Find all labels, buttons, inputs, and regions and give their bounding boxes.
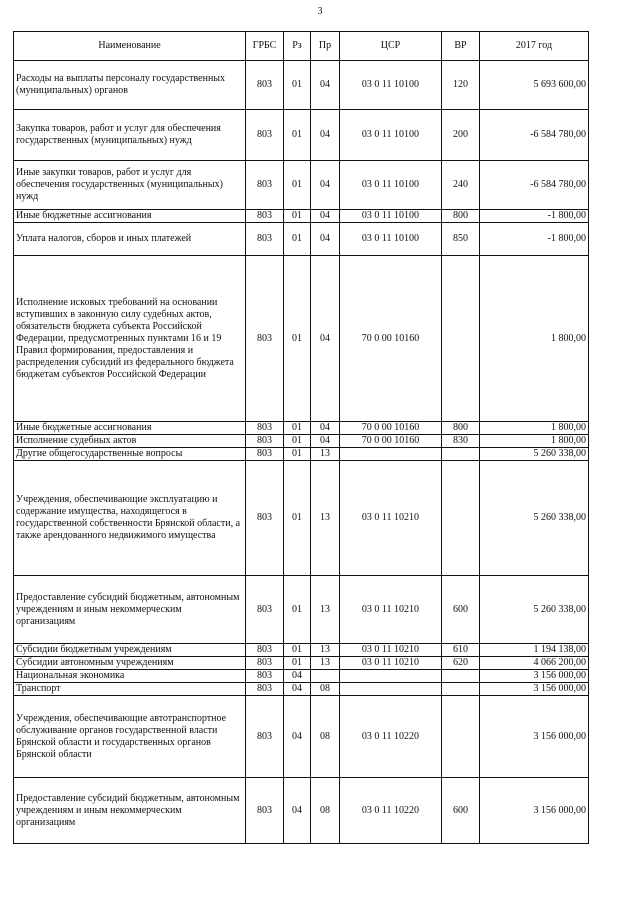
row-grbs: 803 — [246, 256, 284, 422]
row-csr: 03 0 11 10210 — [340, 461, 442, 576]
header-name: Наименование — [14, 32, 246, 61]
row-rz: 01 — [284, 110, 311, 161]
row-csr: 70 0 00 10160 — [340, 256, 442, 422]
row-vr: 240 — [442, 161, 480, 210]
row-amount: 1 800,00 — [480, 435, 589, 448]
row-grbs: 803 — [246, 61, 284, 110]
table-row — [14, 110, 589, 161]
row-csr: 03 0 11 10210 — [340, 576, 442, 644]
table-row — [14, 778, 589, 844]
row-amount: 1 800,00 — [480, 256, 589, 422]
row-csr: 03 0 11 10100 — [340, 223, 442, 256]
row-name: Субсидии автономным учреждениям — [14, 657, 246, 670]
row-name: Транспорт — [14, 683, 246, 696]
row-vr: 850 — [442, 223, 480, 256]
row-csr: 70 0 00 10160 — [340, 422, 442, 435]
row-amount: -1 800,00 — [480, 210, 589, 223]
row-pr: 04 — [311, 223, 340, 256]
header-rz: Рз — [284, 32, 311, 61]
row-name: Субсидии бюджетным учреждениям — [14, 644, 246, 657]
row-vr: 600 — [442, 576, 480, 644]
row-name: Исполнение исковых требований на основании вступивших в законную силу судебных актов, обязательств бюджета субъекта Российской Федерации, предусмотренных пунктами 16 и 19 Правил формирования, предоставления и распределения субсидий из федерального бюджета бюджетам субъектов Российской Федерации — [14, 256, 246, 422]
row-rz: 01 — [284, 448, 311, 461]
row-pr: 04 — [311, 435, 340, 448]
table-row — [14, 576, 589, 644]
table-row — [14, 657, 589, 670]
row-amount: 1 194 138,00 — [480, 644, 589, 657]
table-row — [14, 422, 589, 435]
row-grbs: 803 — [246, 696, 284, 778]
table-row — [14, 435, 589, 448]
header-csr: ЦСР — [340, 32, 442, 61]
row-pr: 04 — [311, 422, 340, 435]
row-name: Расходы на выплаты персоналу государственных (муниципальных) органов — [14, 61, 246, 110]
row-grbs: 803 — [246, 422, 284, 435]
row-vr — [442, 670, 480, 683]
row-csr: 70 0 00 10160 — [340, 435, 442, 448]
row-grbs: 803 — [246, 110, 284, 161]
row-name: Предоставление субсидий бюджетным, автономным учреждениям и иным некоммерческим организациям — [14, 778, 246, 844]
row-grbs: 803 — [246, 670, 284, 683]
row-name: Иные бюджетные ассигнования — [14, 422, 246, 435]
budget-table — [13, 31, 589, 844]
table-row — [14, 696, 589, 778]
row-csr — [340, 683, 442, 696]
row-vr: 610 — [442, 644, 480, 657]
row-rz: 04 — [284, 696, 311, 778]
row-pr — [311, 670, 340, 683]
row-vr — [442, 683, 480, 696]
row-amount: 3 156 000,00 — [480, 696, 589, 778]
row-amount: -6 584 780,00 — [480, 161, 589, 210]
row-pr: 08 — [311, 696, 340, 778]
row-amount: -6 584 780,00 — [480, 110, 589, 161]
row-amount: 5 693 600,00 — [480, 61, 589, 110]
row-grbs: 803 — [246, 683, 284, 696]
row-grbs: 803 — [246, 644, 284, 657]
row-pr: 08 — [311, 683, 340, 696]
row-vr — [442, 256, 480, 422]
row-amount: 3 156 000,00 — [480, 670, 589, 683]
row-rz: 01 — [284, 435, 311, 448]
row-csr: 03 0 11 10100 — [340, 161, 442, 210]
row-csr: 03 0 11 10220 — [340, 696, 442, 778]
row-rz: 01 — [284, 223, 311, 256]
row-pr: 04 — [311, 110, 340, 161]
row-grbs: 803 — [246, 210, 284, 223]
row-grbs: 803 — [246, 161, 284, 210]
row-amount: 5 260 338,00 — [480, 576, 589, 644]
row-grbs: 803 — [246, 435, 284, 448]
row-name: Иные бюджетные ассигнования — [14, 210, 246, 223]
row-pr: 04 — [311, 210, 340, 223]
row-amount: 4 066 200,00 — [480, 657, 589, 670]
row-grbs: 803 — [246, 448, 284, 461]
row-amount: 1 800,00 — [480, 422, 589, 435]
header-pr: Пр — [311, 32, 340, 61]
row-pr: 13 — [311, 576, 340, 644]
header-vr: ВР — [442, 32, 480, 61]
table-row — [14, 683, 589, 696]
row-vr: 600 — [442, 778, 480, 844]
row-vr — [442, 448, 480, 461]
row-name: Закупка товаров, работ и услуг для обеспечения государственных (муниципальных) нужд — [14, 110, 246, 161]
row-rz: 01 — [284, 644, 311, 657]
table-row — [14, 670, 589, 683]
row-rz: 01 — [284, 61, 311, 110]
table-header-row — [14, 32, 589, 61]
row-pr: 04 — [311, 161, 340, 210]
row-csr: 03 0 11 10100 — [340, 110, 442, 161]
row-vr: 200 — [442, 110, 480, 161]
table-row — [14, 461, 589, 576]
row-rz: 04 — [284, 683, 311, 696]
row-rz: 01 — [284, 210, 311, 223]
row-grbs: 803 — [246, 461, 284, 576]
table-row — [14, 644, 589, 657]
row-amount: 3 156 000,00 — [480, 778, 589, 844]
row-pr: 04 — [311, 61, 340, 110]
row-csr — [340, 448, 442, 461]
row-name: Учреждения, обеспечивающие автотранспортное обслуживание органов государственной власти Брянской области и государственных органов Брянской области — [14, 696, 246, 778]
row-pr: 13 — [311, 657, 340, 670]
row-csr: 03 0 11 10210 — [340, 644, 442, 657]
row-rz: 04 — [284, 778, 311, 844]
row-vr: 800 — [442, 210, 480, 223]
row-rz: 01 — [284, 657, 311, 670]
row-amount: 3 156 000,00 — [480, 683, 589, 696]
row-vr — [442, 696, 480, 778]
row-csr: 03 0 11 10100 — [340, 210, 442, 223]
row-csr — [340, 670, 442, 683]
row-pr: 04 — [311, 256, 340, 422]
row-pr: 13 — [311, 461, 340, 576]
header-year: 2017 год — [480, 32, 589, 61]
row-name: Уплата налогов, сборов и иных платежей — [14, 223, 246, 256]
row-vr: 620 — [442, 657, 480, 670]
row-name: Предоставление субсидий бюджетным, автономным учреждениям и иным некоммерческим организациям — [14, 576, 246, 644]
table-row — [14, 223, 589, 256]
row-amount: 5 260 338,00 — [480, 461, 589, 576]
row-csr: 03 0 11 10220 — [340, 778, 442, 844]
row-rz: 01 — [284, 461, 311, 576]
row-vr: 120 — [442, 61, 480, 110]
row-pr: 13 — [311, 448, 340, 461]
row-name: Другие общегосударственные вопросы — [14, 448, 246, 461]
row-rz: 01 — [284, 161, 311, 210]
table-row — [14, 61, 589, 110]
row-name: Исполнение судебных актов — [14, 435, 246, 448]
row-vr — [442, 461, 480, 576]
row-grbs: 803 — [246, 576, 284, 644]
row-rz: 01 — [284, 256, 311, 422]
table-row — [14, 448, 589, 461]
row-pr: 13 — [311, 644, 340, 657]
row-csr: 03 0 11 10100 — [340, 61, 442, 110]
table-row — [14, 210, 589, 223]
row-name: Национальная экономика — [14, 670, 246, 683]
row-pr: 08 — [311, 778, 340, 844]
row-rz: 01 — [284, 422, 311, 435]
row-rz: 04 — [284, 670, 311, 683]
table-row — [14, 256, 589, 422]
row-amount: 5 260 338,00 — [480, 448, 589, 461]
row-grbs: 803 — [246, 778, 284, 844]
table-row — [14, 161, 589, 210]
row-grbs: 803 — [246, 223, 284, 256]
row-name: Учреждения, обеспечивающие эксплуатацию и содержание имущества, находящегося в государственной собственности Брянской области, а также арендованного недвижимого имущества — [14, 461, 246, 576]
row-vr: 800 — [442, 422, 480, 435]
row-grbs: 803 — [246, 657, 284, 670]
row-name: Иные закупки товаров, работ и услуг для обеспечения государственных (муниципальных) нужд — [14, 161, 246, 210]
row-amount: -1 800,00 — [480, 223, 589, 256]
row-rz: 01 — [284, 576, 311, 644]
header-grbs: ГРБС — [246, 32, 284, 61]
row-vr: 830 — [442, 435, 480, 448]
page-number: 3 — [317, 6, 323, 17]
row-csr: 03 0 11 10210 — [340, 657, 442, 670]
